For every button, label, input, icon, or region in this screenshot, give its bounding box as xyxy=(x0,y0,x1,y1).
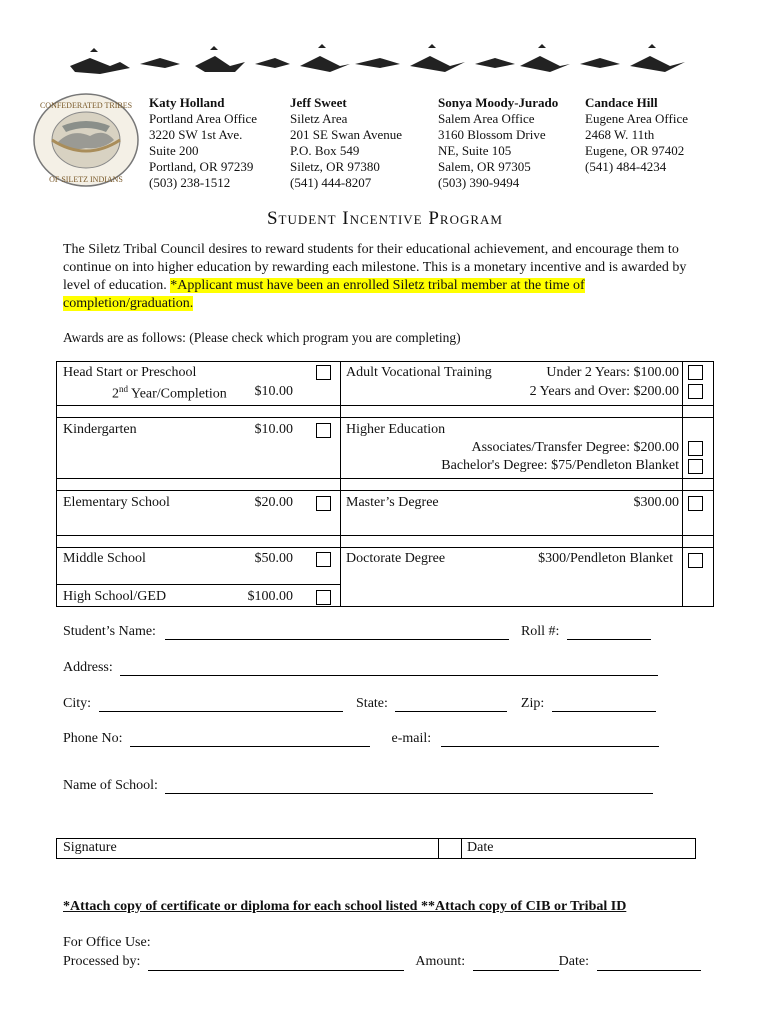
award-higher-label: Higher Education xyxy=(346,422,446,437)
award-higher-opt2: Bachelor's Degree: $75/Pendleton Blanket xyxy=(441,458,679,473)
state-label: State: xyxy=(356,696,388,711)
office-use-heading: For Office Use: xyxy=(63,935,151,950)
awards-table xyxy=(56,361,714,607)
contact-name: Sonya Moody-Jurado xyxy=(438,95,559,110)
award-headstart-sub-rest: Year/Completion xyxy=(128,386,227,402)
office-use-section xyxy=(63,933,701,971)
kindergarten-checkbox[interactable] xyxy=(316,423,331,438)
award-masters-label: Master’s Degree xyxy=(346,495,439,510)
doctorate-checkbox[interactable] xyxy=(688,553,703,568)
award-middle-label: Middle School xyxy=(63,551,146,566)
roll-field[interactable] xyxy=(567,625,651,640)
headstart-checkbox[interactable] xyxy=(316,365,331,380)
attachment-note: *Attach copy of certificate or diploma for each school listed **Attach copy of CIB or Tribal ID xyxy=(63,899,627,914)
student-name-label: Student’s Name: xyxy=(63,624,156,639)
school-field[interactable] xyxy=(165,779,653,794)
date-field[interactable]: Date xyxy=(467,840,494,855)
vocational-under2-checkbox[interactable] xyxy=(688,365,703,380)
award-vocational-opt2: 2 Years and Over: $200.00 xyxy=(529,384,679,399)
contact-line: (541) 484-4234 xyxy=(585,159,667,174)
award-elementary-amount: $20.00 xyxy=(254,495,293,510)
zip-field[interactable] xyxy=(552,697,656,712)
student-name-row xyxy=(63,624,651,640)
bachelors-checkbox[interactable] xyxy=(688,459,703,474)
intro-text: The Siletz Tribal Council desires to reward students for their educational achievement, and encourage them to continue on into higher education by rewarding each milestone. This is a monetary incentive and is awarded by level of education. xyxy=(63,242,687,293)
svg-text:CONFEDERATED TRIBES: CONFEDERATED TRIBES xyxy=(39,101,133,110)
award-headstart-sub-num: 2 xyxy=(112,386,119,402)
office-date-field[interactable] xyxy=(597,956,701,971)
decorative-banner xyxy=(60,44,710,80)
contact-line: (503) 238-1512 xyxy=(149,175,231,190)
student-name-field[interactable] xyxy=(165,625,509,640)
signature-table xyxy=(56,838,696,859)
contact-portland xyxy=(149,95,257,191)
contact-name: Candace Hill xyxy=(585,95,658,110)
award-headstart-sub xyxy=(112,384,227,403)
contact-line: 3220 SW 1st Ave. xyxy=(149,127,243,142)
contact-line: NE, Suite 105 xyxy=(438,143,512,158)
contact-line: 201 SE Swan Avenue xyxy=(290,127,403,142)
middle-checkbox[interactable] xyxy=(316,552,331,567)
svg-text:OF SILETZ INDIANS: OF SILETZ INDIANS xyxy=(49,175,123,184)
office-use-row xyxy=(63,952,701,971)
award-headstart-sub-sup: nd xyxy=(119,384,128,394)
phone-row xyxy=(63,731,659,747)
award-masters-amount: $300.00 xyxy=(633,495,679,510)
school-row xyxy=(63,778,653,794)
contact-line: (503) 390-9494 xyxy=(438,175,520,190)
contact-name: Jeff Sweet xyxy=(290,95,347,110)
city-field[interactable] xyxy=(99,697,343,712)
address-label: Address: xyxy=(63,660,113,675)
tribal-seal-logo xyxy=(32,92,140,188)
award-headstart-label: Head Start or Preschool xyxy=(63,365,197,380)
zip-label: Zip: xyxy=(520,696,545,711)
contact-line: (541) 444-8207 xyxy=(290,175,372,190)
contact-line: Suite 200 xyxy=(149,143,199,158)
contact-line: Eugene Area Office xyxy=(585,111,688,126)
contact-line: Siletz Area xyxy=(290,111,348,126)
phone-field[interactable] xyxy=(130,732,370,747)
email-label: e-mail: xyxy=(391,731,432,746)
award-doctorate-label: Doctorate Degree xyxy=(346,551,446,566)
address-field[interactable] xyxy=(120,661,658,676)
contact-siletz xyxy=(290,95,402,191)
award-elementary-label: Elementary School xyxy=(63,495,170,510)
award-vocational-label: Adult Vocational Training xyxy=(346,365,492,380)
award-doctorate-amount: $300/Pendleton Blanket xyxy=(538,551,673,566)
address-row xyxy=(63,660,658,676)
roll-label: Roll #: xyxy=(520,624,560,639)
award-middle-amount: $50.00 xyxy=(254,551,293,566)
page-title: Student Incentive Program xyxy=(266,208,503,229)
contact-line: Eugene, OR 97402 xyxy=(585,143,685,158)
award-kindergarten-amount: $10.00 xyxy=(254,422,293,437)
state-field[interactable] xyxy=(395,697,507,712)
contact-line: Portland Area Office xyxy=(149,111,258,126)
contact-line: Salem Area Office xyxy=(438,111,535,126)
award-vocational-opt1: Under 2 Years: $100.00 xyxy=(546,365,679,380)
city-label: City: xyxy=(63,696,92,711)
processed-by-label: Processed by: xyxy=(63,954,141,969)
award-highschool-label: High School/GED xyxy=(63,589,167,604)
contact-line: 2468 W. 11th xyxy=(585,127,655,142)
city-row xyxy=(63,696,656,712)
associates-checkbox[interactable] xyxy=(688,441,703,456)
signature-field[interactable]: Signature xyxy=(63,840,117,855)
school-label: Name of School: xyxy=(63,778,158,793)
intro-paragraph xyxy=(63,241,708,313)
contact-line: Portland, OR 97239 xyxy=(149,159,254,174)
award-headstart-amount: $10.00 xyxy=(254,384,293,399)
award-higher-opt1: Associates/Transfer Degree: $200.00 xyxy=(471,440,679,455)
elementary-checkbox[interactable] xyxy=(316,496,331,511)
eligibility-highlight: *Applicant must have been an enrolled Siletz tribal member at the time of completion/graduation. xyxy=(63,278,585,311)
contact-eugene xyxy=(585,95,688,175)
amount-label: Amount: xyxy=(415,954,466,969)
contact-salem xyxy=(438,95,558,191)
masters-checkbox[interactable] xyxy=(688,496,703,511)
amount-field[interactable] xyxy=(473,956,559,971)
processed-by-field[interactable] xyxy=(148,956,404,971)
contact-line: P.O. Box 549 xyxy=(290,143,360,158)
awards-instructions: Awards are as follows: (Please check which program you are completing) xyxy=(63,330,461,345)
office-date-label: Date: xyxy=(558,954,589,969)
award-kindergarten-label: Kindergarten xyxy=(63,422,137,437)
contact-name: Katy Holland xyxy=(149,95,225,110)
highschool-checkbox[interactable] xyxy=(316,590,331,605)
contact-line: Salem, OR 97305 xyxy=(438,159,531,174)
email-field[interactable] xyxy=(441,732,659,747)
contact-line: 3160 Blossom Drive xyxy=(438,127,546,142)
phone-label: Phone No: xyxy=(63,731,123,746)
contact-line: Siletz, OR 97380 xyxy=(290,159,380,174)
vocational-over2-checkbox[interactable] xyxy=(688,384,703,399)
award-highschool-amount: $100.00 xyxy=(247,589,293,604)
